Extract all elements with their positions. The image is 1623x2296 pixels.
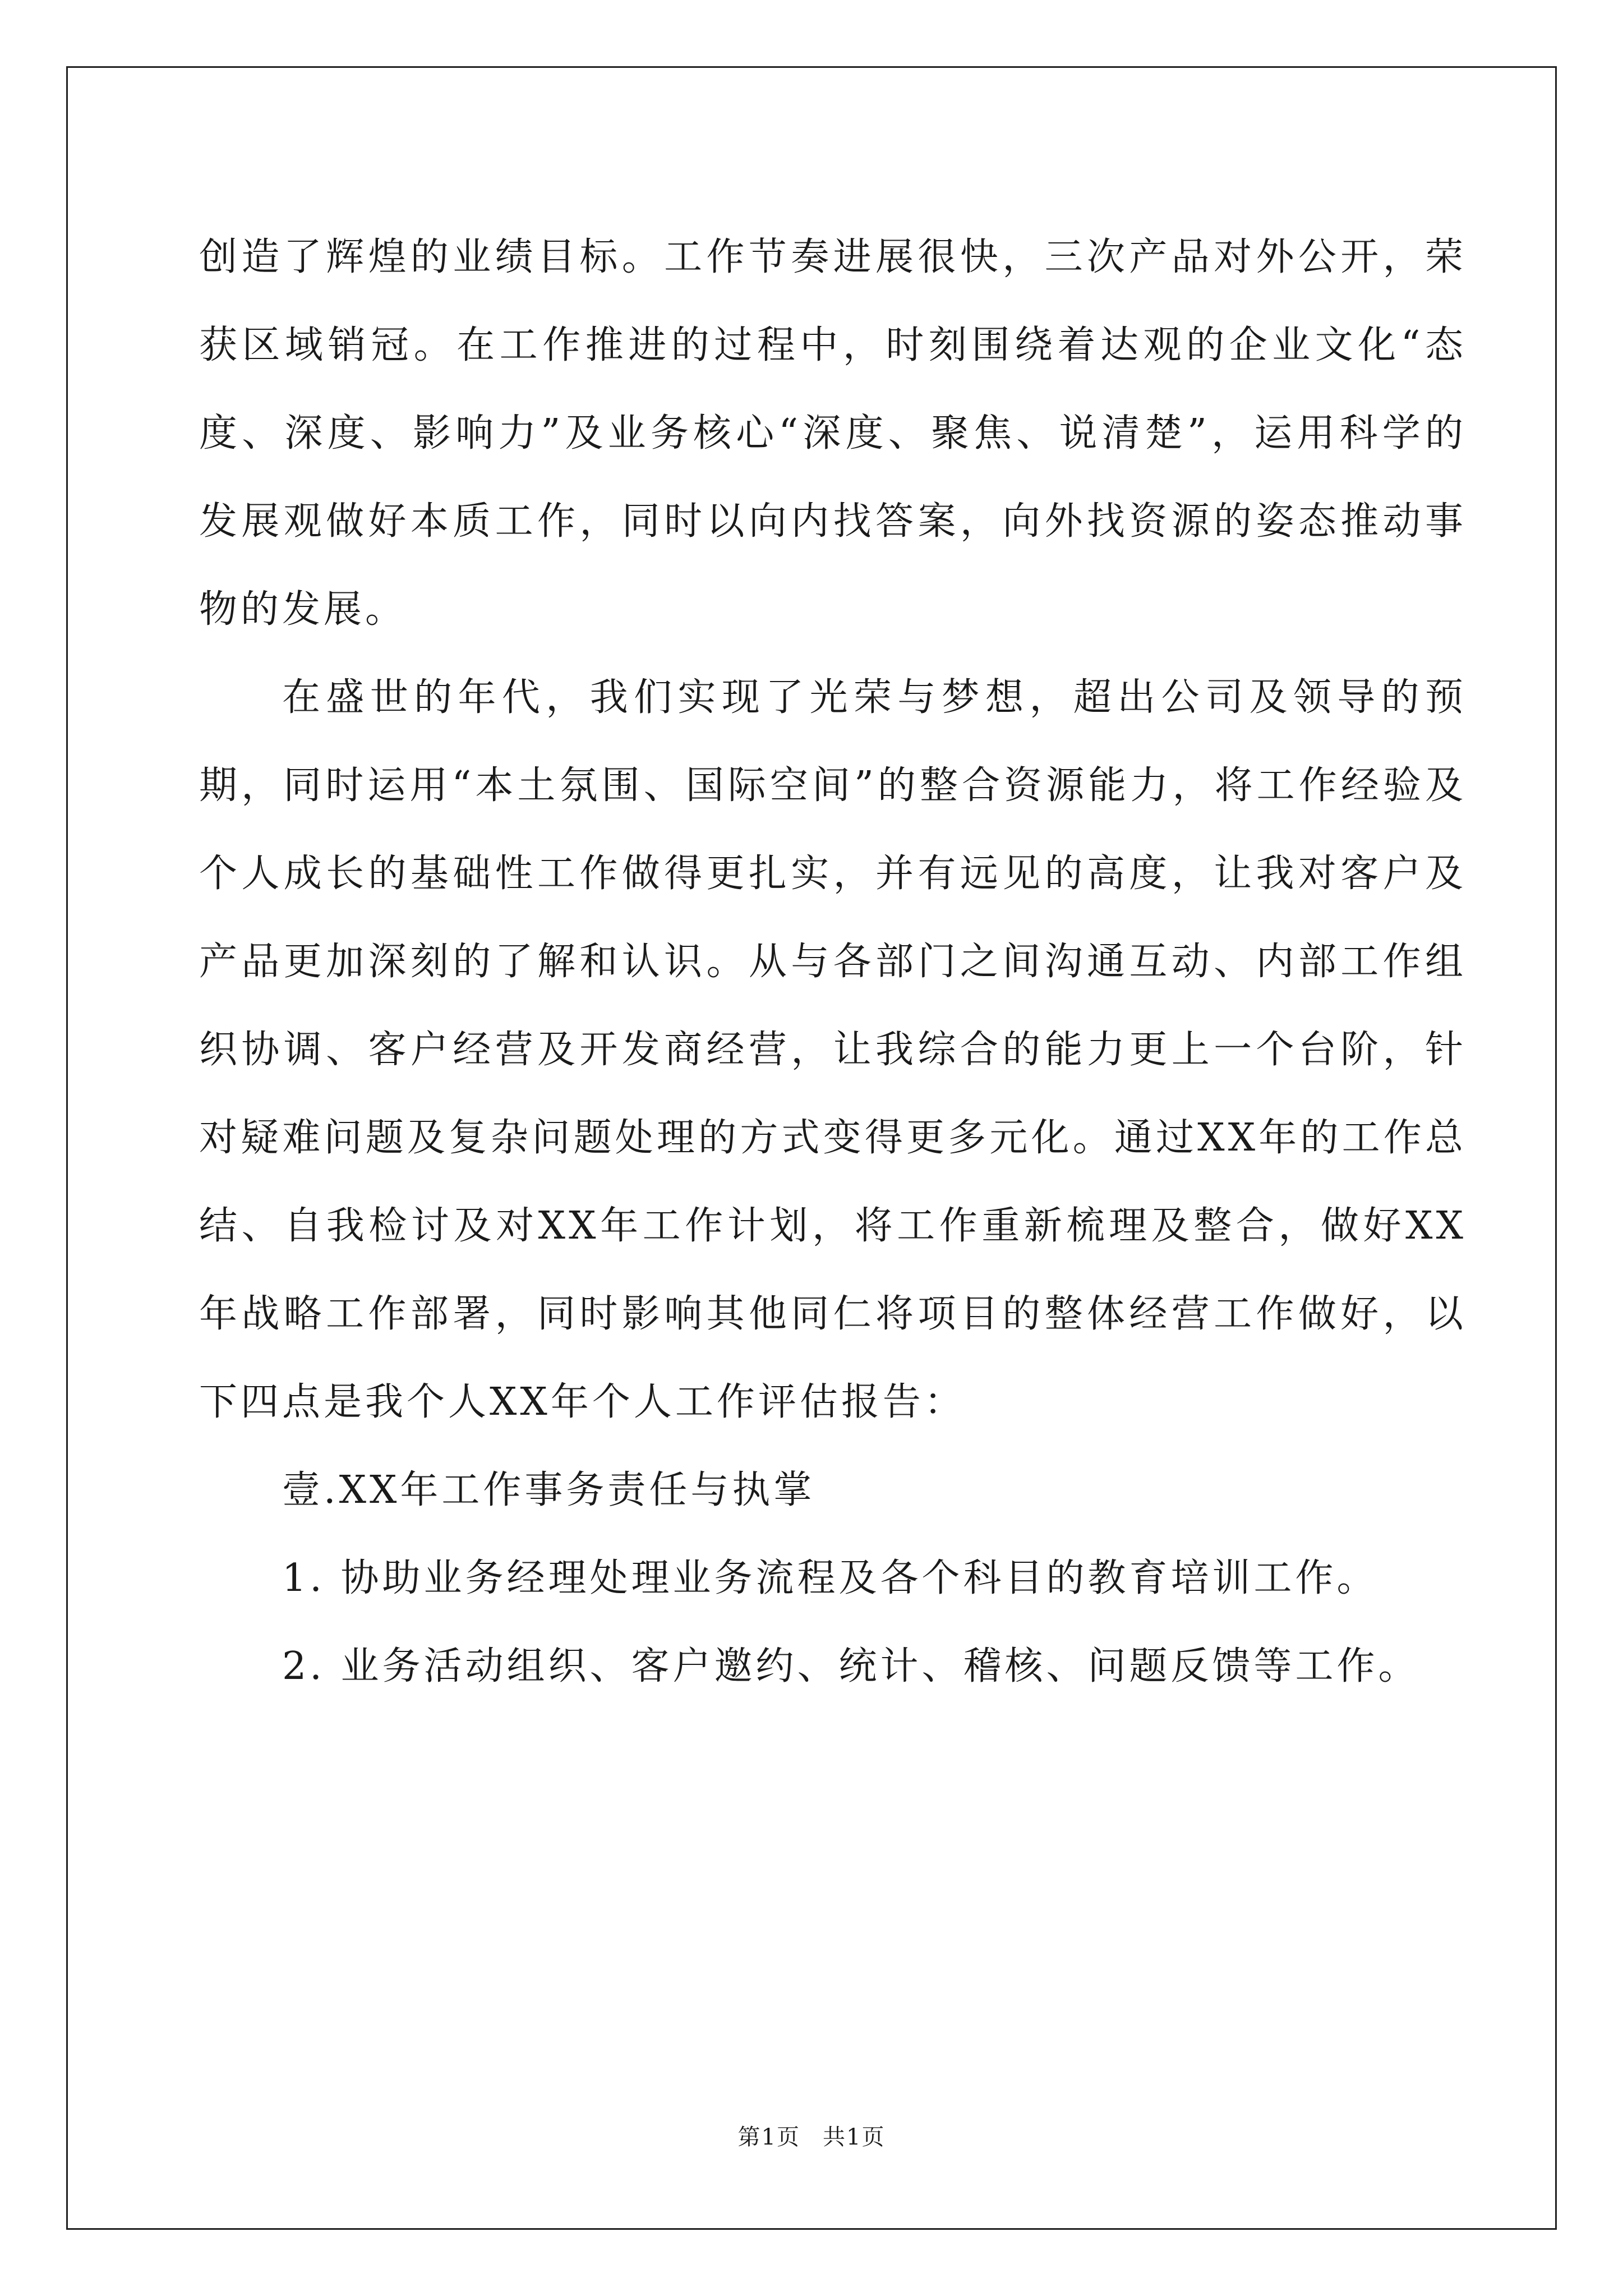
paragraph-1: 创造了辉煌的业绩目标。工作节奏进展很快，三次产品对外公开，荣获区域销冠。在工作推进的过程中，时刻围绕着达观的企业文化“态度、深度、影响力”及业务核心“深度、聚焦、说清楚”，运用科学的发展观做好本质工作，同时以向内找答案，向外找资源的姿态推动事物的发展。 — [199, 235, 1467, 632]
page-number: 第1页 — [737, 2124, 800, 2150]
list-item-2: 2. 业务活动组织、客户邀约、统计、稽核、问题反馈等工作。 — [282, 1644, 1420, 1688]
section-heading: 壹.XX年工作事务责任与执掌 — [282, 1468, 815, 1512]
page-footer — [0, 2119, 1623, 2151]
list-item-1: 1. 协助业务经理处理业务流程及各个科目的教育培训工作。 — [282, 1556, 1378, 1600]
page-total: 共1页 — [823, 2124, 886, 2150]
paragraph-2: 在盛世的年代，我们实现了光荣与梦想，超出公司及领导的预期，同时运用“本土氛围、国际空间”的整合资源能力，将工作经验及个人成长的基础性工作做得更扎实，并有远见的高度，让我对客户及产品更加深刻的了解和认识。从与各部门之间沟通互动、内部工作组织协调、客户经营及开发商经营，让我综合的能力更上一个台阶，针对疑难问题及复杂问题处理的方式变得更多元化。通过XX年的工作总结、自我检讨及对XX年工作计划，将工作重新梳理及整合，做好XX年战略工作部署，同时影响其他同仁将项目的整体经营工作做好，以下四点是我个人XX年个人工作评估报告： — [199, 675, 1467, 1424]
document-body — [199, 213, 1467, 1710]
